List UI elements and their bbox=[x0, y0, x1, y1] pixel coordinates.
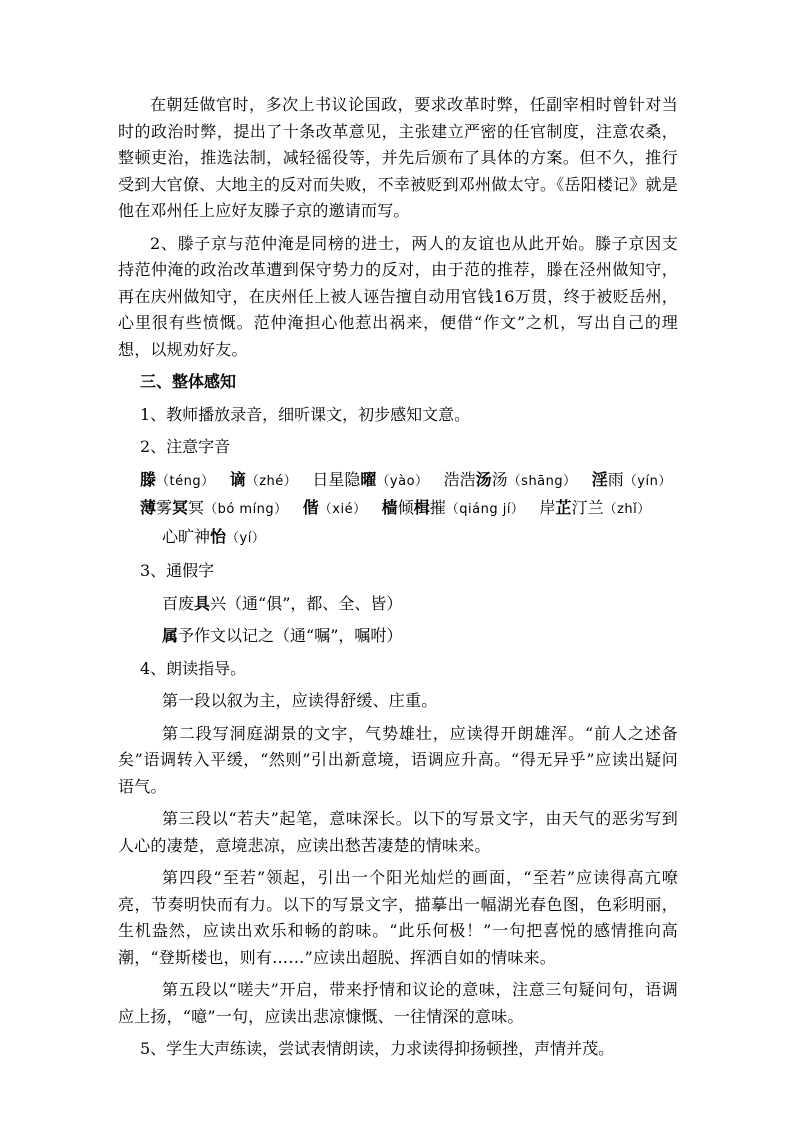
pron-entry: 浩浩汤汤（shāng） bbox=[443, 469, 577, 489]
pron-entry: 滕（téng） bbox=[140, 469, 215, 489]
pron-entry: 谪（zhé） bbox=[229, 469, 298, 489]
pron-entry: 薄雾冥冥（bó míng） bbox=[140, 498, 288, 517]
pron-entry: 心旷神怡（yí） bbox=[162, 526, 266, 546]
item-student-practice: 5、学生大声练读，尝试表情朗读，力求读得抑扬顿挫，声情并茂。 bbox=[140, 1039, 615, 1058]
paragraph-fan-zhongyan-reform: 在朝廷做官时，多次上书议论国政，要求改革时弊，任副宰相时曾针对当时的政治时弊，提出了十条改革意见，主张建立严密的任官制度，注意农桑，整顿吏治，推选法制，减轻徭役等，并先后颁布了具体的方案。但不久，推行受到大官僚、大地主的反对而失败，不幸被贬到邓州做太守。《岳阳楼记》就是他在邓州任上应好友滕子京的邀请而写。 bbox=[118, 95, 678, 220]
section-heading-overall-perception: 三、整体感知 bbox=[140, 372, 237, 391]
guide-paragraph-3: 第三段以“若夫”起笔，意味深长。以下的写景文字，由天气的恶劣写到人心的凄楚，意境悲凉，应读出愁苦凄楚的情味来。 bbox=[118, 809, 678, 855]
pron-entry: 日星隐曜（yào） bbox=[312, 469, 429, 489]
item-listen-recording: 1、教师播放录音，细听课文，初步感知文意。 bbox=[140, 404, 471, 424]
item-tongjiazi-title: 3、通假字 bbox=[140, 561, 215, 580]
pron-entry: 淫雨（yín） bbox=[591, 469, 672, 489]
tongjia-entry-1: 百废具兴（通“俱”，都、全、皆） bbox=[162, 593, 403, 613]
paragraph-teng-zijing: 2、滕子京与范仲淹是同榜的进士，两人的友谊也从此开始。滕子京因支持范仲淹的政治改革遭到保守势力的反对，由于范的推荐，滕在泾州做知守，再在庆州做知守，在庆州任上被人诬告擅自动用官钱16万贯，终于被贬岳州，心里很有些愤慨。范仲淹担心他惹出祸来，便借“作文”之机，写出自己的理想，以规劝好友。 bbox=[118, 233, 678, 359]
pronunciation-row-3 bbox=[140, 524, 678, 553]
guide-paragraph-4: 第四段“至若”领起，引出一个阳光灿烂的画面，“至若”应读得高亢嘹亮，节奏明快而有力。以下的写景文字，描摹出一幅湖光春色图，色彩明丽，生机盎然，应读出欢乐和畅的韵味。“此乐何极！”一句把喜悦的感情推向高潮，“登斯楼也，则有……”应读出超脱、挥洒自如的情味来。 bbox=[118, 868, 678, 967]
pronunciation-list bbox=[118, 467, 678, 553]
pron-entry: 偕（xié） bbox=[302, 498, 367, 517]
guide-paragraph-1: 第一段以叙为主，应读得舒缓、庄重。 bbox=[162, 691, 438, 710]
guide-paragraph-2: 第二段写洞庭湖景的文字，气势雄壮，应读得开朗雄浑。“前人之述备矣”语调转入平缓，“然则”引出新意境，语调应升高。“得无异乎”应读出疑问语气。 bbox=[118, 723, 678, 796]
pronunciation-row-1 bbox=[140, 467, 678, 496]
tongjia-entry-2: 属予作文以记之（通“嘱”，嘱咐） bbox=[162, 626, 403, 645]
document-page bbox=[118, 92, 678, 1069]
item-pronunciation-title: 2、注意字音 bbox=[140, 437, 231, 456]
item-reading-guide-title: 4、朗读指导。 bbox=[140, 658, 247, 678]
pronunciation-row-2 bbox=[140, 495, 678, 524]
guide-paragraph-5: 第五段以“嗟夫”开启，带来抒情和议论的意味，注意三句疑问句，语调应上扬，“噫”一句，应读出悲凉慷慨、一往情深的意味。 bbox=[118, 980, 678, 1026]
pron-entry: 樯倾楫摧（qiáng jí） bbox=[381, 498, 525, 517]
pron-entry: 岸芷汀兰（zhǐ） bbox=[539, 498, 651, 517]
